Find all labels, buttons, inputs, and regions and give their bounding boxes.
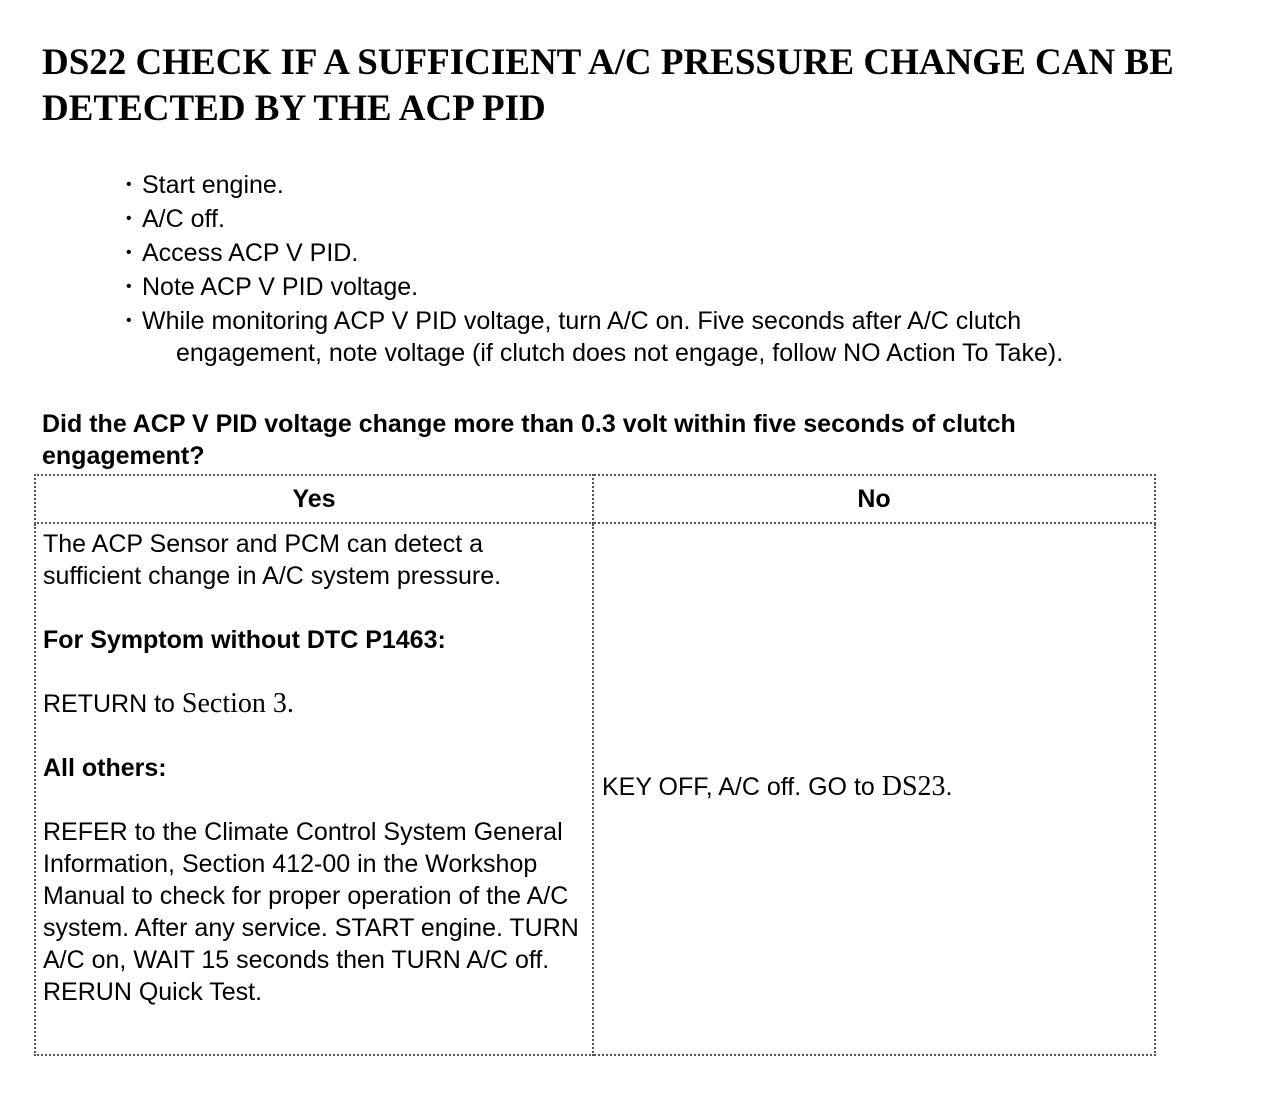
others-heading: All others: <box>43 754 167 782</box>
refer-instruction: REFER to the Climate Control System General Information, Section 412-00 in the Workshop Manual to check for proper operation of the A/C system. After any service. START engine. TURN A/C on, WAIT 15 seconds then TURN A/C off. RERUN Quick Test. <box>43 818 579 1006</box>
no-cell <box>593 523 1155 1055</box>
page-title: DS22 CHECK IF A SUFFICIENT A/C PRESSURE CHANGE CAN BE DETECTED BY THE ACP PID <box>42 42 1174 129</box>
step-text: Access ACP V PID. <box>142 239 359 267</box>
bullet-icon: • <box>126 244 132 261</box>
step-text: While monitoring ACP V PID voltage, turn A/C on. Five seconds after A/C clutch <box>142 307 1022 335</box>
step-item <box>124 237 1244 269</box>
yes-intro-text: The ACP Sensor and PCM can detect a sufficient change in A/C system pressure. <box>43 530 502 590</box>
answer-table <box>34 474 1156 1056</box>
step-text-continued: engagement, note voltage (if clutch does not engage, follow NO Action To Take). <box>176 339 1064 367</box>
step-list <box>124 169 1244 371</box>
return-end: . <box>286 688 294 719</box>
yes-column-header: Yes <box>35 475 593 523</box>
bullet-icon: • <box>126 312 132 329</box>
step-item <box>124 169 1244 201</box>
step-text: Start engine. <box>142 171 284 199</box>
return-instruction <box>43 688 586 720</box>
no-action-text: KEY OFF, A/C off. GO to <box>602 773 875 801</box>
question-text: Did the ACP V PID voltage change more than 0.3 volt within five seconds of clutch engagement? <box>42 410 1016 470</box>
table-row <box>35 523 1155 1055</box>
no-column-header: No <box>593 475 1155 523</box>
yes-cell <box>35 523 593 1055</box>
step-item <box>124 305 1244 369</box>
return-text: RETURN to <box>43 690 175 718</box>
symptom-heading: For Symptom without DTC P1463: <box>43 626 446 654</box>
step-item <box>124 271 1244 303</box>
bullet-icon: • <box>126 176 132 193</box>
bullet-icon: • <box>126 210 132 227</box>
section-3-link[interactable]: Section 3 <box>181 688 287 719</box>
step-item <box>124 203 1244 235</box>
bullet-icon: • <box>126 278 132 295</box>
table-header-row <box>35 475 1155 523</box>
ds23-link[interactable]: DS23 <box>881 771 946 802</box>
no-action-end: . <box>945 773 953 801</box>
step-text: Note ACP V PID voltage. <box>142 273 419 301</box>
step-text: A/C off. <box>142 205 225 233</box>
